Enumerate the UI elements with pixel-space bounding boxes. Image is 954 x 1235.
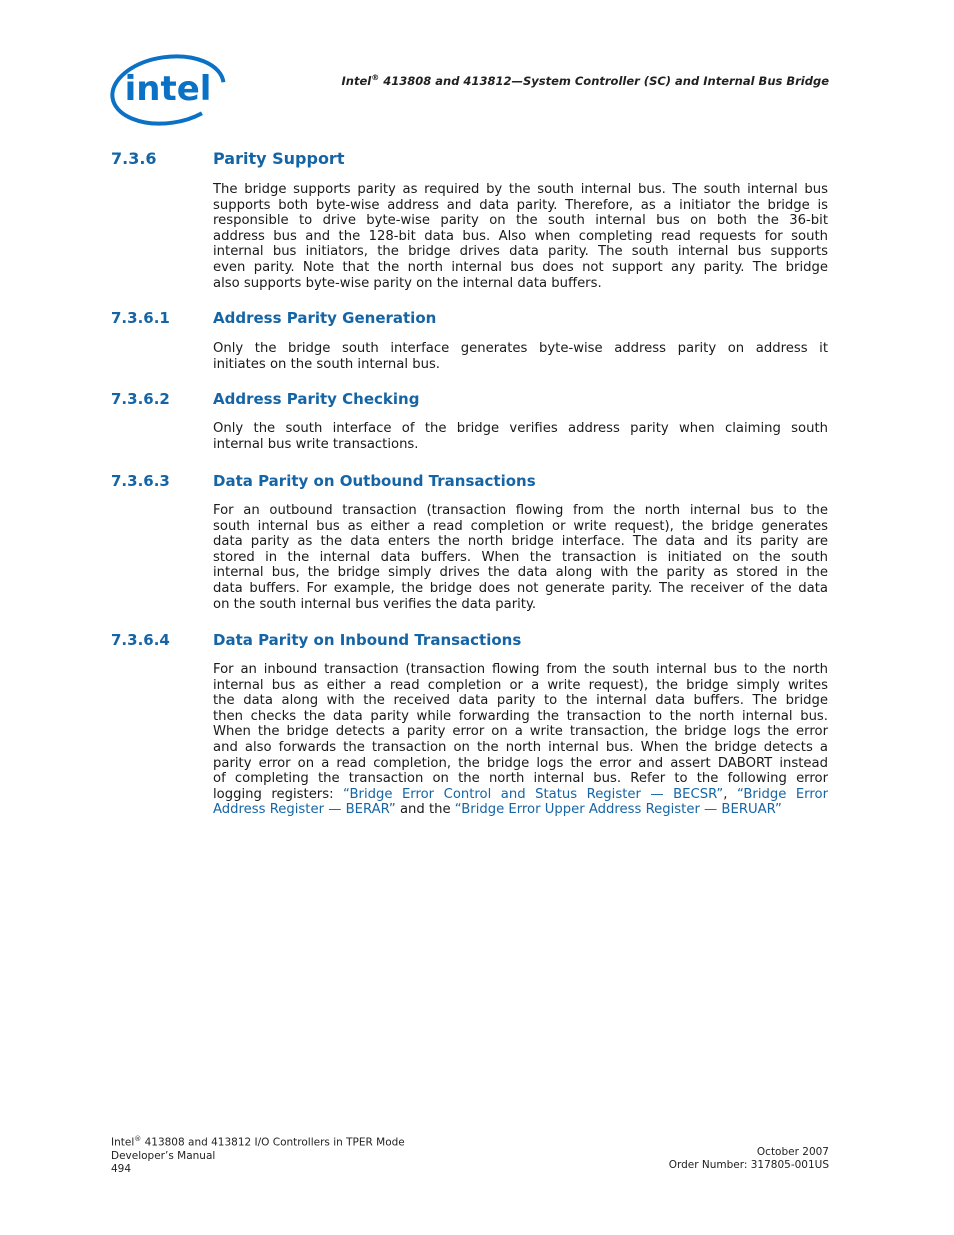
text-line: stored in the internal data buffers. When the transaction is initiated on the south <box>213 549 828 565</box>
logo-wordmark: intel <box>124 69 212 109</box>
text-line: south internal bus as either a read completion or write request), the bridge generates <box>213 518 828 534</box>
text-line: internal bus, the bridge simply drives the data along with the parity as stored in the <box>213 565 828 581</box>
text-line: internal bus as either a read completion or a write request), the bridge simply writes <box>213 677 828 693</box>
running-header: Intel® 413808 and 413812—System Controller (SC) and Internal Bus Bridge <box>341 73 829 88</box>
text-line: of completing the transaction on the north internal bus. Refer to the following error <box>213 771 828 787</box>
link-berar-part1[interactable]: “Bridge Error <box>736 786 828 802</box>
section-number: 7.3.6.3 <box>111 472 170 490</box>
section-number: 7.3.6.2 <box>111 390 170 408</box>
text-fragment: , <box>723 786 737 802</box>
text-line: initiates on the south internal bus. <box>213 356 441 372</box>
footer-right <box>669 1146 829 1172</box>
footer-left <box>111 1133 405 1176</box>
section-title: Data Parity on Outbound Transactions <box>213 472 536 490</box>
text-fragment: and the <box>395 802 455 818</box>
intel-logo <box>108 50 228 130</box>
text-line: on the south internal bus verifies the data parity. <box>213 596 537 612</box>
text-line-with-links <box>213 802 828 818</box>
footer-doc-title: Intel® 413808 and 413812 I/O Controllers in TPER Mode <box>111 1135 405 1149</box>
text-line: also supports byte-wise parity on the internal data buffers. <box>213 275 602 291</box>
paragraph-address-parity-checking <box>213 421 828 452</box>
text-line: For an inbound transaction (transaction flowing from the south internal bus to the north <box>213 662 828 677</box>
text-line: even parity. Note that the north internal bus does not support any parity. The bridge <box>213 259 828 275</box>
page-number: 494 <box>111 1162 132 1175</box>
section-title: Address Parity Checking <box>213 390 420 408</box>
text-line: data buffers. For example, the bridge does not generate parity. The receiver of the data <box>213 580 828 596</box>
footer-date: October 2007 <box>756 1146 829 1158</box>
text-line: The bridge supports parity as required by the south internal bus. The south internal bus <box>213 182 828 197</box>
paragraph-data-parity-outbound <box>213 503 828 612</box>
text-line: address bus and the 128-bit data bus. Also when completing read requests for south <box>213 228 828 244</box>
section-title: Address Parity Generation <box>213 309 437 327</box>
text-line-with-links <box>213 787 828 803</box>
text-line: and also forwards the transaction on the north internal bus. When the bridge detects a <box>213 739 828 755</box>
section-title: Parity Support <box>213 149 345 168</box>
text-line: internal bus write transactions. <box>213 436 419 452</box>
link-becsr[interactable]: “Bridge Error Control and Status Register — BECSR” <box>343 786 724 802</box>
text-line: supports both byte-wise address and data parity. Therefore, as a initiator the bridge is <box>213 197 828 213</box>
text-line: Only the bridge south interface generates byte-wise address parity on address it <box>213 341 828 356</box>
text-line: data parity as the data enters the north bridge interface. The data and its parity are <box>213 534 828 550</box>
footer-manual: Developer’s Manual <box>111 1149 216 1162</box>
text-line: For an outbound transaction (transaction flowing from the north internal bus to the <box>213 503 828 518</box>
paragraph-data-parity-inbound <box>213 662 828 818</box>
text-line: responsible to drive byte-wise parity on the south internal bus on both the 36-bit <box>213 213 828 229</box>
text-line: parity error on a read completion, the bridge logs the error and assert DABORT instead <box>213 755 828 771</box>
text-line: When the bridge detects a parity error on a write transaction, the bridge logs the error <box>213 724 828 740</box>
text-line: internal bus initiators, the bridge drives data parity. The south internal bus supports <box>213 244 828 260</box>
text-line: the data along with the received data parity to the internal data buffers. The bridge <box>213 693 828 709</box>
paragraph-parity-support <box>213 182 828 291</box>
text-line: Only the south interface of the bridge verifies address parity when claiming south <box>213 421 828 436</box>
section-title: Data Parity on Inbound Transactions <box>213 631 522 649</box>
paragraph-address-parity-generation <box>213 341 828 372</box>
link-beruar[interactable]: “Bridge Error Upper Address Register — BERUAR” <box>454 802 782 818</box>
footer-order-number: Order Number: 317805-001US <box>668 1159 829 1171</box>
text-line: then checks the data parity while forwarding the transaction to the north internal bus. <box>213 708 828 724</box>
section-number: 7.3.6.4 <box>111 631 170 649</box>
section-number: 7.3.6.1 <box>111 309 170 327</box>
text-fragment: logging registers: <box>213 786 344 802</box>
link-berar-part2[interactable]: Address Register — BERAR” <box>213 802 396 818</box>
section-number: 7.3.6 <box>111 149 157 168</box>
